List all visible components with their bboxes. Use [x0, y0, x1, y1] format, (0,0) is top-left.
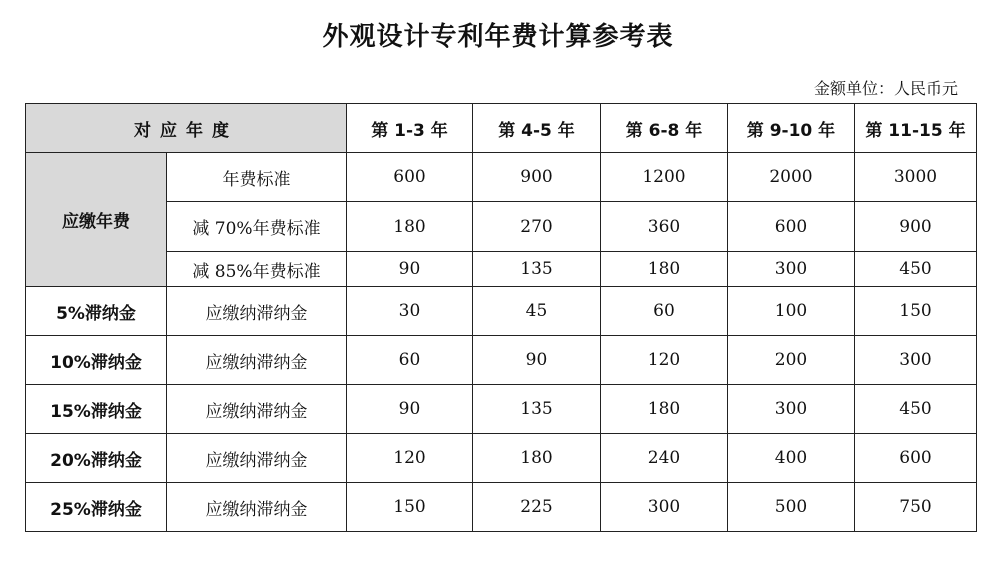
- row-label: 应缴纳滞纳金: [167, 336, 347, 385]
- table-cell: 90: [473, 336, 601, 385]
- table-cell: 60: [347, 336, 473, 385]
- table-cell: 240: [601, 434, 728, 483]
- table-cell: 225: [473, 483, 601, 532]
- table-header-row: [26, 104, 977, 153]
- table-cell: 900: [473, 153, 601, 202]
- table-cell: 90: [347, 252, 473, 287]
- table-cell: 60: [601, 287, 728, 336]
- table-cell: 300: [601, 483, 728, 532]
- table-cell: 300: [855, 336, 977, 385]
- row-label: 减 85%年费标准: [167, 252, 347, 287]
- table-row: [26, 483, 977, 532]
- row-label: 应缴纳滞纳金: [167, 434, 347, 483]
- table-cell: 1200: [601, 153, 728, 202]
- table-cell: 150: [855, 287, 977, 336]
- table-cell: 450: [855, 252, 977, 287]
- group-label-late-fee: 5%滞纳金: [26, 287, 167, 336]
- table-row: [26, 153, 977, 202]
- table-cell: 45: [473, 287, 601, 336]
- table-row: [26, 252, 977, 287]
- header-year-label: 对应年度: [26, 104, 347, 153]
- table-cell: 135: [473, 252, 601, 287]
- table-cell: 100: [728, 287, 855, 336]
- table-cell: 750: [855, 483, 977, 532]
- currency-unit-note: 金额单位：人民币元: [813, 79, 958, 98]
- table-cell: 180: [347, 202, 473, 252]
- table-cell: 300: [728, 385, 855, 434]
- table-cell: 135: [473, 385, 601, 434]
- table-cell: 200: [728, 336, 855, 385]
- table-cell: 2000: [728, 153, 855, 202]
- table-row: [26, 434, 977, 483]
- row-label: 减 70%年费标准: [167, 202, 347, 252]
- header-column: 第 11-15 年: [855, 104, 977, 153]
- table-cell: 90: [347, 385, 473, 434]
- table-cell: 360: [601, 202, 728, 252]
- table-cell: 180: [601, 385, 728, 434]
- row-label: 应缴纳滞纳金: [167, 287, 347, 336]
- table-cell: 900: [855, 202, 977, 252]
- table-cell: 300: [728, 252, 855, 287]
- page-title: 外观设计专利年费计算参考表: [322, 22, 674, 52]
- group-label-late-fee: 20%滞纳金: [26, 434, 167, 483]
- group-label-late-fee: 10%滞纳金: [26, 336, 167, 385]
- header-column: 第 9-10 年: [728, 104, 855, 153]
- table-cell: 180: [473, 434, 601, 483]
- annual-fee-table: [25, 103, 977, 532]
- table-cell: 450: [855, 385, 977, 434]
- header-column: 第 1-3 年: [347, 104, 473, 153]
- table-row: [26, 385, 977, 434]
- table-cell: 400: [728, 434, 855, 483]
- table-cell: 600: [347, 153, 473, 202]
- table-cell: 500: [728, 483, 855, 532]
- group-label-late-fee: 25%滞纳金: [26, 483, 167, 532]
- table-cell: 270: [473, 202, 601, 252]
- header-column: 第 6-8 年: [601, 104, 728, 153]
- table-cell: 600: [855, 434, 977, 483]
- table-cell: 120: [601, 336, 728, 385]
- group-label-annual-fee: 应缴年费: [26, 153, 167, 287]
- table-cell: 600: [728, 202, 855, 252]
- table-row: [26, 336, 977, 385]
- row-label: 应缴纳滞纳金: [167, 483, 347, 532]
- table-cell: 3000: [855, 153, 977, 202]
- row-label: 年费标准: [167, 153, 347, 202]
- table-row: [26, 202, 977, 252]
- table-cell: 150: [347, 483, 473, 532]
- table-cell: 180: [601, 252, 728, 287]
- table-cell: 30: [347, 287, 473, 336]
- group-label-late-fee: 15%滞纳金: [26, 385, 167, 434]
- table-cell: 120: [347, 434, 473, 483]
- table-row: [26, 287, 977, 336]
- row-label: 应缴纳滞纳金: [167, 385, 347, 434]
- header-column: 第 4-5 年: [473, 104, 601, 153]
